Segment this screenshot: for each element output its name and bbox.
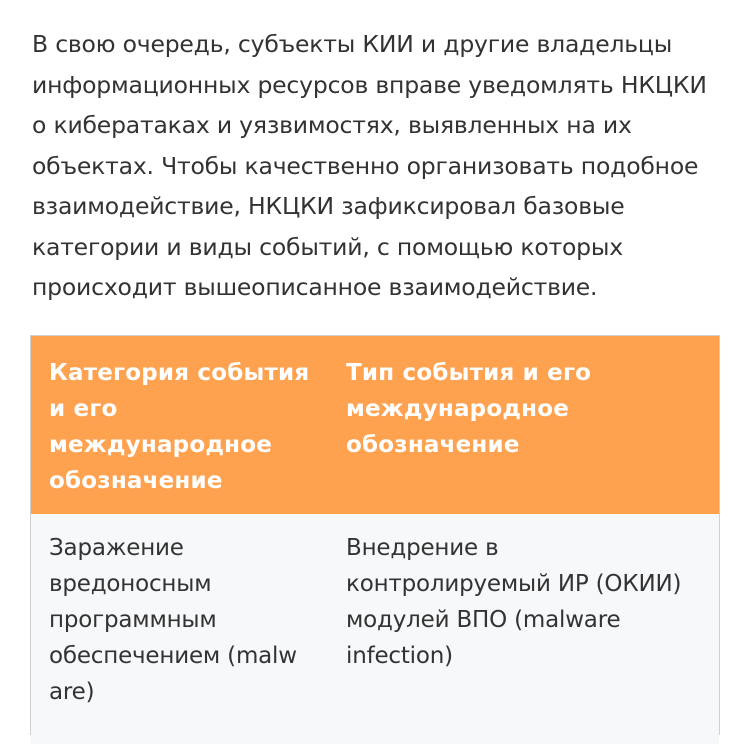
intro-line: взаимодействие, НКЦКИ зафиксировал базовые <box>32 192 625 220</box>
header-line: международное <box>49 432 272 458</box>
header-line: Тип события и его <box>346 360 592 386</box>
header-line: Категория события <box>49 360 310 386</box>
intro-line: информационных ресурсов вправе уведомлять НКЦКИ <box>32 70 707 99</box>
cell-line: Внедрение в <box>346 535 499 561</box>
intro-paragraph <box>32 24 732 308</box>
row-cell-category <box>49 530 297 710</box>
cell-line: обеспечением (malw <box>49 643 297 669</box>
cell-line: Заражение <box>49 535 184 561</box>
header-line: международное <box>346 396 569 422</box>
cell-line: программным <box>49 607 217 633</box>
header-cell-type <box>346 355 591 463</box>
cell-line: вредоносным <box>49 571 212 597</box>
row-cell-type <box>346 530 681 674</box>
cell-line: are) <box>49 679 95 705</box>
events-table <box>30 335 720 735</box>
intro-line: категории и виды событий, с помощью которых <box>32 232 623 261</box>
intro-line: объектах. Чтобы качественно организовать подобное <box>32 151 699 180</box>
cell-line: контролируемый ИР (ОКИИ) <box>346 571 682 597</box>
cell-line: infection) <box>346 643 453 669</box>
cell-line: модулей ВПО (malware <box>346 607 621 633</box>
header-line: обозначение <box>49 468 223 494</box>
intro-line: происходит вышеописанное взаимодействие. <box>32 273 598 301</box>
header-line: обозначение <box>346 432 520 458</box>
table-row <box>31 514 719 744</box>
intro-line: о кибератаках и уязвимостях, выявленных на их <box>32 111 632 139</box>
header-cell-category <box>49 355 309 499</box>
table-header <box>31 336 719 514</box>
header-line: и его <box>49 396 118 422</box>
intro-line: В свою очередь, субъекты КИИ и другие владельцы <box>32 30 673 58</box>
